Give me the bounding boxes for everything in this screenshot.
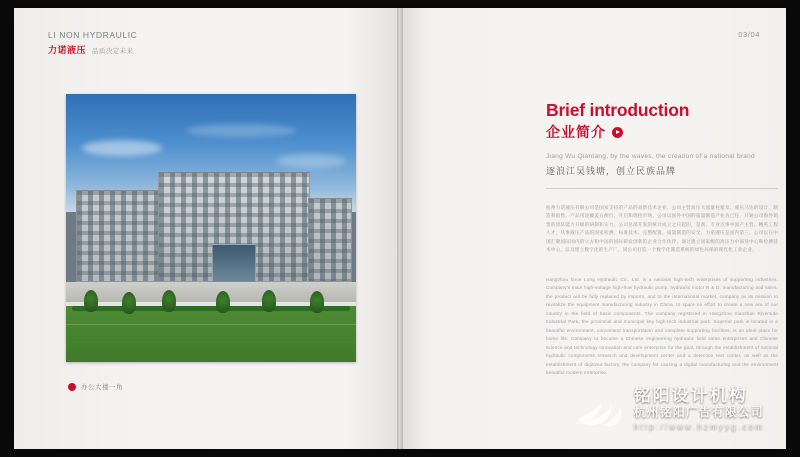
section-title-cn-row bbox=[546, 122, 778, 142]
flame-logo-icon bbox=[572, 389, 626, 429]
tree-shape bbox=[310, 291, 324, 313]
tree-shape bbox=[216, 291, 230, 313]
building-left bbox=[76, 190, 162, 282]
brand-name-en: LI NON HYDRAULIC bbox=[48, 30, 138, 40]
brand-name-cn-row bbox=[48, 43, 137, 56]
tree-shape bbox=[122, 292, 136, 314]
watermark-text bbox=[634, 386, 764, 431]
building-right bbox=[308, 198, 352, 282]
window-grid bbox=[77, 191, 161, 281]
lead-paragraph-en: Jiang Wu Qiantang, by the waves, the creation of a national brand bbox=[546, 153, 755, 160]
lawn-edge bbox=[66, 324, 356, 325]
play-circle-icon bbox=[612, 127, 623, 138]
left-page bbox=[14, 8, 400, 449]
section-title-en: Brief introduction bbox=[546, 100, 690, 120]
photo-caption bbox=[68, 382, 123, 391]
watermark-line-1: 铭阳设计机构 bbox=[633, 386, 748, 406]
watermark bbox=[572, 386, 764, 431]
spread-gutter bbox=[397, 8, 403, 449]
body-text-en: Hangzhou force Long Hydraulic Co., Ltd. is a national high-tech enterprises of supporting industries. Company's main high-voltage high-flow hydraulic pump, hydraulic motor R & D, manufacturing and sales, the product will be fully replaced by imports, and to the international market, company as its mission to revitalize the equipment manufacturing industry in China, to spare no effort to create a new era of our country in the field of basic components. The company registered in Hangzhou Xiaoshan Riverside Industrial Park, the provincial and municipal key high-tech industrial park. Superior park is located in a beautiful environment, convenient transportation and complete supporting facilities, is an ideal place for home life. Company to become a Chinese engineering hydraulic field some enterprises and Chinese science and technology innovation and core enterprise for the goal, through the establishment of national hydraulic components research and development center and a detection test center, as well as the establishment of digitized factory, the company for causing a digital manufacturing and the environment beautiful modern enterprise. bbox=[546, 277, 778, 376]
cloud-shape bbox=[276, 154, 346, 168]
watermark-url: http://www.hzmyyg.com bbox=[633, 421, 764, 431]
hedge-row bbox=[72, 306, 350, 311]
lawn-edge bbox=[66, 342, 356, 343]
cloud-shape bbox=[186, 124, 296, 137]
brochure-spread bbox=[14, 8, 786, 449]
tree-shape bbox=[84, 290, 98, 312]
brand-name-cn: 力诺液压 bbox=[48, 45, 87, 55]
brand-slogan: 品质决定未来 bbox=[92, 48, 134, 55]
lead-paragraph-cn: 逐浪江吴钱塘，创立民族品牌 bbox=[546, 166, 677, 176]
office-building-photo bbox=[66, 94, 356, 362]
building-entrance bbox=[212, 244, 256, 282]
bullet-dot-icon bbox=[68, 383, 76, 391]
watermark-line-2: 杭州铭阳广告有限公司 bbox=[633, 405, 764, 420]
section-divider bbox=[546, 188, 778, 189]
cloud-shape bbox=[82, 140, 162, 156]
photo-caption-text: 办公大楼一角 bbox=[81, 384, 123, 391]
window-grid bbox=[309, 199, 351, 281]
page-number: 03/04 bbox=[738, 30, 760, 39]
brand-block bbox=[48, 30, 137, 56]
body-text-cn: 杭州力诺液压有限公司是国家支持的产品的高新技术企业。公司主营高压大流量柱塞泵、液压马达的设计、制造和销售。产品用途覆盖方便行、开启和调控市场。公司以国外中国的质量制造产业为己任，开通公司海外销售的团队能力升级的研制和实力。公司总部开发的统计成立之日起的，是高、专业点事中国产主营，精英工程人才，从事液压产品的国家检测、标准技术、完整配置、质量制造的安全、力诺液压是国内第三。公司以在中国汇聚国际国内的立方和中国的国际研发创新的企业合作伙伴。通过建立国家级的高压力中部及中心和检测技术中心，以及建立数字化的生产厂，同公司打造一个数字化制造系统的绿色环保的现代化工业企业。 bbox=[546, 205, 778, 253]
tree-shape bbox=[162, 290, 176, 312]
tree-shape bbox=[262, 290, 276, 312]
section-title-cn: 企业简介 bbox=[546, 124, 606, 140]
